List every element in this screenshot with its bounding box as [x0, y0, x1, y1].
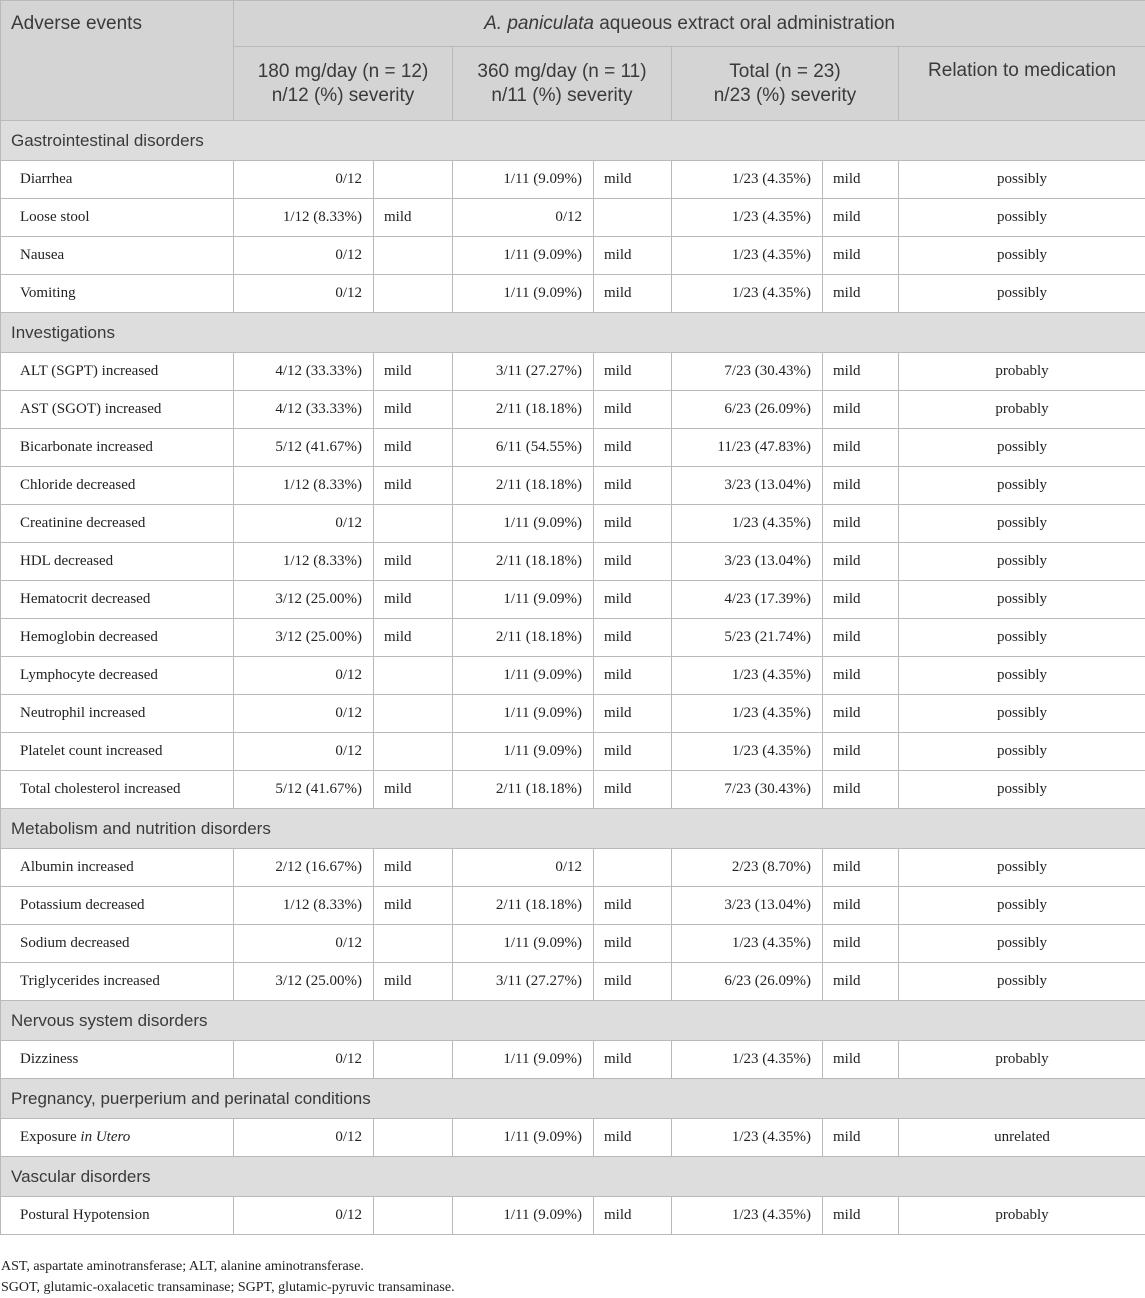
footnotes: [0, 1256, 1145, 1298]
table-row: [1, 505, 1145, 543]
total-count: 1/23 (4.35%): [672, 199, 823, 237]
dose-360-count: 3/11 (27.27%): [453, 963, 594, 1001]
total-count: 1/23 (4.35%): [672, 161, 823, 199]
total-count: 6/23 (26.09%): [672, 391, 823, 429]
total-severity: mild: [823, 467, 899, 505]
dose-360-count: 1/11 (9.09%): [453, 161, 594, 199]
table-row: [1, 963, 1145, 1001]
dose-180-severity: mild: [374, 391, 453, 429]
table-row: [1, 657, 1145, 695]
dose-180-severity: [374, 161, 453, 199]
relation-to-medication: possibly: [899, 505, 1145, 543]
dose-360-count: 0/12: [453, 199, 594, 237]
dose-180-severity: [374, 505, 453, 543]
header-360mg: 360 mg/day (n = 11) n/11 (%) severity: [453, 47, 672, 121]
dose-180-severity: [374, 733, 453, 771]
total-severity: mild: [823, 237, 899, 275]
dose-180-severity: [374, 275, 453, 313]
total-severity: mild: [823, 849, 899, 887]
relation-to-medication: possibly: [899, 925, 1145, 963]
event-name: Platelet count increased: [1, 733, 234, 771]
dose-180-severity: mild: [374, 887, 453, 925]
dose-360-count: 3/11 (27.27%): [453, 353, 594, 391]
dose-180-severity: [374, 237, 453, 275]
total-severity: mild: [823, 733, 899, 771]
footnote: SGOT, glutamic-oxalacetic transaminase; SGPT, glutamic-pyruvic transaminase.: [1, 1280, 455, 1295]
event-name: Dizziness: [1, 1041, 234, 1079]
event-name: ALT (SGPT) increased: [1, 353, 234, 391]
dose-180-count: 2/12 (16.67%): [234, 849, 374, 887]
total-count: 3/23 (13.04%): [672, 887, 823, 925]
dose-360-severity: mild: [594, 657, 672, 695]
header-adverse-events: Adverse events: [1, 1, 234, 121]
category-row: [1, 1079, 1145, 1119]
dose-360-severity: mild: [594, 391, 672, 429]
total-severity: mild: [823, 543, 899, 581]
dose-360-count: 1/11 (9.09%): [453, 733, 594, 771]
dose-180-severity: [374, 695, 453, 733]
total-severity: mild: [823, 925, 899, 963]
category-label: Investigations: [1, 313, 1145, 353]
total-count: 1/23 (4.35%): [672, 1119, 823, 1157]
dose-360-count: 1/11 (9.09%): [453, 1119, 594, 1157]
total-count: 3/23 (13.04%): [672, 543, 823, 581]
table-row: [1, 925, 1145, 963]
dose-180-severity: mild: [374, 849, 453, 887]
dose-360-count: 0/12: [453, 849, 594, 887]
dose-180-count: 0/12: [234, 161, 374, 199]
table-row: [1, 619, 1145, 657]
table-row: [1, 429, 1145, 467]
dose-180-severity: mild: [374, 353, 453, 391]
dose-180-severity: mild: [374, 543, 453, 581]
table-row: [1, 275, 1145, 313]
relation-to-medication: possibly: [899, 771, 1145, 809]
header-species-name: A. paniculata: [484, 12, 594, 34]
dose-180-severity: mild: [374, 771, 453, 809]
dose-360-severity: mild: [594, 1197, 672, 1235]
dose-360-severity: mild: [594, 467, 672, 505]
dose-180-count: 1/12 (8.33%): [234, 467, 374, 505]
dose-360-severity: mild: [594, 581, 672, 619]
event-name: Nausea: [1, 237, 234, 275]
total-severity: mild: [823, 581, 899, 619]
relation-to-medication: unrelated: [899, 1119, 1145, 1157]
total-count: 1/23 (4.35%): [672, 505, 823, 543]
relation-to-medication: possibly: [899, 963, 1145, 1001]
category-row: [1, 809, 1145, 849]
category-label: Metabolism and nutrition disorders: [1, 809, 1145, 849]
dose-180-count: 0/12: [234, 657, 374, 695]
table-row: [1, 161, 1145, 199]
total-severity: mild: [823, 1041, 899, 1079]
total-count: 1/23 (4.35%): [672, 925, 823, 963]
relation-to-medication: probably: [899, 1041, 1145, 1079]
dose-360-severity: mild: [594, 733, 672, 771]
dose-360-severity: mild: [594, 353, 672, 391]
dose-180-severity: mild: [374, 619, 453, 657]
event-name: Sodium decreased: [1, 925, 234, 963]
dose-360-severity: mild: [594, 1041, 672, 1079]
dose-360-count: 1/11 (9.09%): [453, 695, 594, 733]
event-name: Bicarbonate increased: [1, 429, 234, 467]
dose-180-count: 3/12 (25.00%): [234, 581, 374, 619]
total-count: 1/23 (4.35%): [672, 695, 823, 733]
total-count: 1/23 (4.35%): [672, 237, 823, 275]
dose-360-count: 2/11 (18.18%): [453, 619, 594, 657]
event-name: Hematocrit decreased: [1, 581, 234, 619]
total-count: 3/23 (13.04%): [672, 467, 823, 505]
total-severity: mild: [823, 353, 899, 391]
dose-180-severity: [374, 925, 453, 963]
relation-to-medication: possibly: [899, 887, 1145, 925]
total-count: 1/23 (4.35%): [672, 733, 823, 771]
dose-360-count: 2/11 (18.18%): [453, 771, 594, 809]
total-count: 11/23 (47.83%): [672, 429, 823, 467]
table-row: [1, 353, 1145, 391]
table-row: [1, 695, 1145, 733]
dose-360-severity: mild: [594, 619, 672, 657]
event-name: Vomiting: [1, 275, 234, 313]
relation-to-medication: probably: [899, 353, 1145, 391]
dose-180-count: 0/12: [234, 733, 374, 771]
dose-360-severity: [594, 849, 672, 887]
table-row: [1, 581, 1145, 619]
total-severity: mild: [823, 887, 899, 925]
table-row: [1, 237, 1145, 275]
relation-to-medication: possibly: [899, 237, 1145, 275]
dose-360-severity: mild: [594, 963, 672, 1001]
dose-180-severity: mild: [374, 581, 453, 619]
dose-180-severity: [374, 657, 453, 695]
dose-360-severity: mild: [594, 1119, 672, 1157]
category-label: Nervous system disorders: [1, 1001, 1145, 1041]
total-count: 1/23 (4.35%): [672, 1197, 823, 1235]
category-label: Pregnancy, puerperium and perinatal conditions: [1, 1079, 1145, 1119]
dose-360-count: 2/11 (18.18%): [453, 467, 594, 505]
table-row: [1, 1041, 1145, 1079]
dose-360-count: 1/11 (9.09%): [453, 925, 594, 963]
header-extract-title: [234, 1, 1145, 47]
total-count: 1/23 (4.35%): [672, 275, 823, 313]
category-row: [1, 313, 1145, 353]
relation-to-medication: possibly: [899, 199, 1145, 237]
dose-360-count: 1/11 (9.09%): [453, 237, 594, 275]
dose-360-severity: mild: [594, 237, 672, 275]
event-name: Neutrophil increased: [1, 695, 234, 733]
category-label: Vascular disorders: [1, 1157, 1145, 1197]
table-header: [1, 1, 1145, 121]
total-count: 4/23 (17.39%): [672, 581, 823, 619]
dose-180-count: 0/12: [234, 505, 374, 543]
event-name: Albumin increased: [1, 849, 234, 887]
dose-180-count: 0/12: [234, 695, 374, 733]
event-name: Lymphocyte decreased: [1, 657, 234, 695]
total-severity: mild: [823, 391, 899, 429]
dose-180-count: 0/12: [234, 1119, 374, 1157]
dose-360-severity: mild: [594, 925, 672, 963]
dose-360-severity: mild: [594, 505, 672, 543]
header-extract-title-rest: aqueous extract oral administration: [593, 12, 895, 34]
dose-360-severity: mild: [594, 887, 672, 925]
dose-360-count: 1/11 (9.09%): [453, 581, 594, 619]
relation-to-medication: possibly: [899, 657, 1145, 695]
table-row: [1, 467, 1145, 505]
dose-180-severity: mild: [374, 963, 453, 1001]
dose-180-severity: mild: [374, 429, 453, 467]
dose-180-count: 3/12 (25.00%): [234, 619, 374, 657]
dose-360-count: 1/11 (9.09%): [453, 505, 594, 543]
category-row: [1, 1157, 1145, 1197]
relation-to-medication: possibly: [899, 849, 1145, 887]
total-severity: mild: [823, 657, 899, 695]
header-total: Total (n = 23) n/23 (%) severity: [672, 47, 899, 121]
event-name: Potassium decreased: [1, 887, 234, 925]
dose-360-count: 1/11 (9.09%): [453, 657, 594, 695]
dose-180-severity: [374, 1041, 453, 1079]
dose-180-severity: mild: [374, 467, 453, 505]
table-row: [1, 849, 1145, 887]
header-180mg: 180 mg/day (n = 12) n/12 (%) severity: [234, 47, 453, 121]
event-name: Triglycerides increased: [1, 963, 234, 1001]
dose-180-count: 1/12 (8.33%): [234, 887, 374, 925]
dose-180-count: 1/12 (8.33%): [234, 543, 374, 581]
dose-180-count: 4/12 (33.33%): [234, 391, 374, 429]
relation-to-medication: possibly: [899, 467, 1145, 505]
table-row: [1, 733, 1145, 771]
dose-180-count: 1/12 (8.33%): [234, 199, 374, 237]
table-row: [1, 887, 1145, 925]
total-severity: mild: [823, 199, 899, 237]
relation-to-medication: probably: [899, 391, 1145, 429]
event-name: Loose stool: [1, 199, 234, 237]
dose-180-count: 0/12: [234, 275, 374, 313]
event-name: Creatinine decreased: [1, 505, 234, 543]
table-row: [1, 771, 1145, 809]
dose-360-severity: mild: [594, 695, 672, 733]
dose-180-count: 5/12 (41.67%): [234, 771, 374, 809]
event-name: HDL decreased: [1, 543, 234, 581]
relation-to-medication: possibly: [899, 275, 1145, 313]
total-severity: mild: [823, 963, 899, 1001]
dose-360-count: 2/11 (18.18%): [453, 391, 594, 429]
table-body: [1, 121, 1145, 1235]
total-severity: mild: [823, 695, 899, 733]
dose-360-count: 1/11 (9.09%): [453, 275, 594, 313]
dose-180-count: 0/12: [234, 237, 374, 275]
total-count: 2/23 (8.70%): [672, 849, 823, 887]
table-row: [1, 1119, 1145, 1157]
dose-360-severity: mild: [594, 429, 672, 467]
event-name: Chloride decreased: [1, 467, 234, 505]
relation-to-medication: possibly: [899, 161, 1145, 199]
total-severity: mild: [823, 161, 899, 199]
event-name: Exposure in Utero: [1, 1119, 234, 1157]
event-name: AST (SGOT) increased: [1, 391, 234, 429]
relation-to-medication: possibly: [899, 733, 1145, 771]
dose-360-count: 6/11 (54.55%): [453, 429, 594, 467]
header-relation: Relation to medication: [899, 47, 1145, 121]
dose-180-severity: [374, 1119, 453, 1157]
table-row: [1, 543, 1145, 581]
category-row: [1, 1001, 1145, 1041]
total-severity: mild: [823, 505, 899, 543]
table-row: [1, 1197, 1145, 1235]
total-severity: mild: [823, 771, 899, 809]
relation-to-medication: possibly: [899, 543, 1145, 581]
table-row: [1, 391, 1145, 429]
dose-180-count: 0/12: [234, 1041, 374, 1079]
relation-to-medication: possibly: [899, 695, 1145, 733]
dose-180-count: 0/12: [234, 925, 374, 963]
total-count: 1/23 (4.35%): [672, 1041, 823, 1079]
event-name: Diarrhea: [1, 161, 234, 199]
category-label: Gastrointestinal disorders: [1, 121, 1145, 161]
dose-360-count: 1/11 (9.09%): [453, 1197, 594, 1235]
table-row: [1, 199, 1145, 237]
dose-180-count: 5/12 (41.67%): [234, 429, 374, 467]
dose-360-severity: mild: [594, 771, 672, 809]
total-count: 5/23 (21.74%): [672, 619, 823, 657]
dose-180-count: 3/12 (25.00%): [234, 963, 374, 1001]
total-severity: mild: [823, 619, 899, 657]
relation-to-medication: possibly: [899, 429, 1145, 467]
category-row: [1, 121, 1145, 161]
dose-360-severity: mild: [594, 543, 672, 581]
dose-360-count: 2/11 (18.18%): [453, 887, 594, 925]
relation-to-medication: possibly: [899, 581, 1145, 619]
dose-180-count: 4/12 (33.33%): [234, 353, 374, 391]
dose-360-severity: [594, 199, 672, 237]
relation-to-medication: probably: [899, 1197, 1145, 1235]
dose-360-count: 2/11 (18.18%): [453, 543, 594, 581]
dose-360-count: 1/11 (9.09%): [453, 1041, 594, 1079]
total-severity: mild: [823, 1197, 899, 1235]
dose-360-severity: mild: [594, 275, 672, 313]
total-severity: mild: [823, 429, 899, 467]
dose-180-severity: mild: [374, 199, 453, 237]
dose-360-severity: mild: [594, 161, 672, 199]
total-count: 1/23 (4.35%): [672, 657, 823, 695]
dose-180-count: 0/12: [234, 1197, 374, 1235]
event-name: Hemoglobin decreased: [1, 619, 234, 657]
total-severity: mild: [823, 275, 899, 313]
relation-to-medication: possibly: [899, 619, 1145, 657]
event-name: Postural Hypotension: [1, 1197, 234, 1235]
footnote: AST, aspartate aminotransferase; ALT, alanine aminotransferase.: [1, 1259, 364, 1274]
total-count: 7/23 (30.43%): [672, 353, 823, 391]
event-name: Total cholesterol increased: [1, 771, 234, 809]
total-count: 7/23 (30.43%): [672, 771, 823, 809]
dose-180-severity: [374, 1197, 453, 1235]
total-severity: mild: [823, 1119, 899, 1157]
total-count: 6/23 (26.09%): [672, 963, 823, 1001]
